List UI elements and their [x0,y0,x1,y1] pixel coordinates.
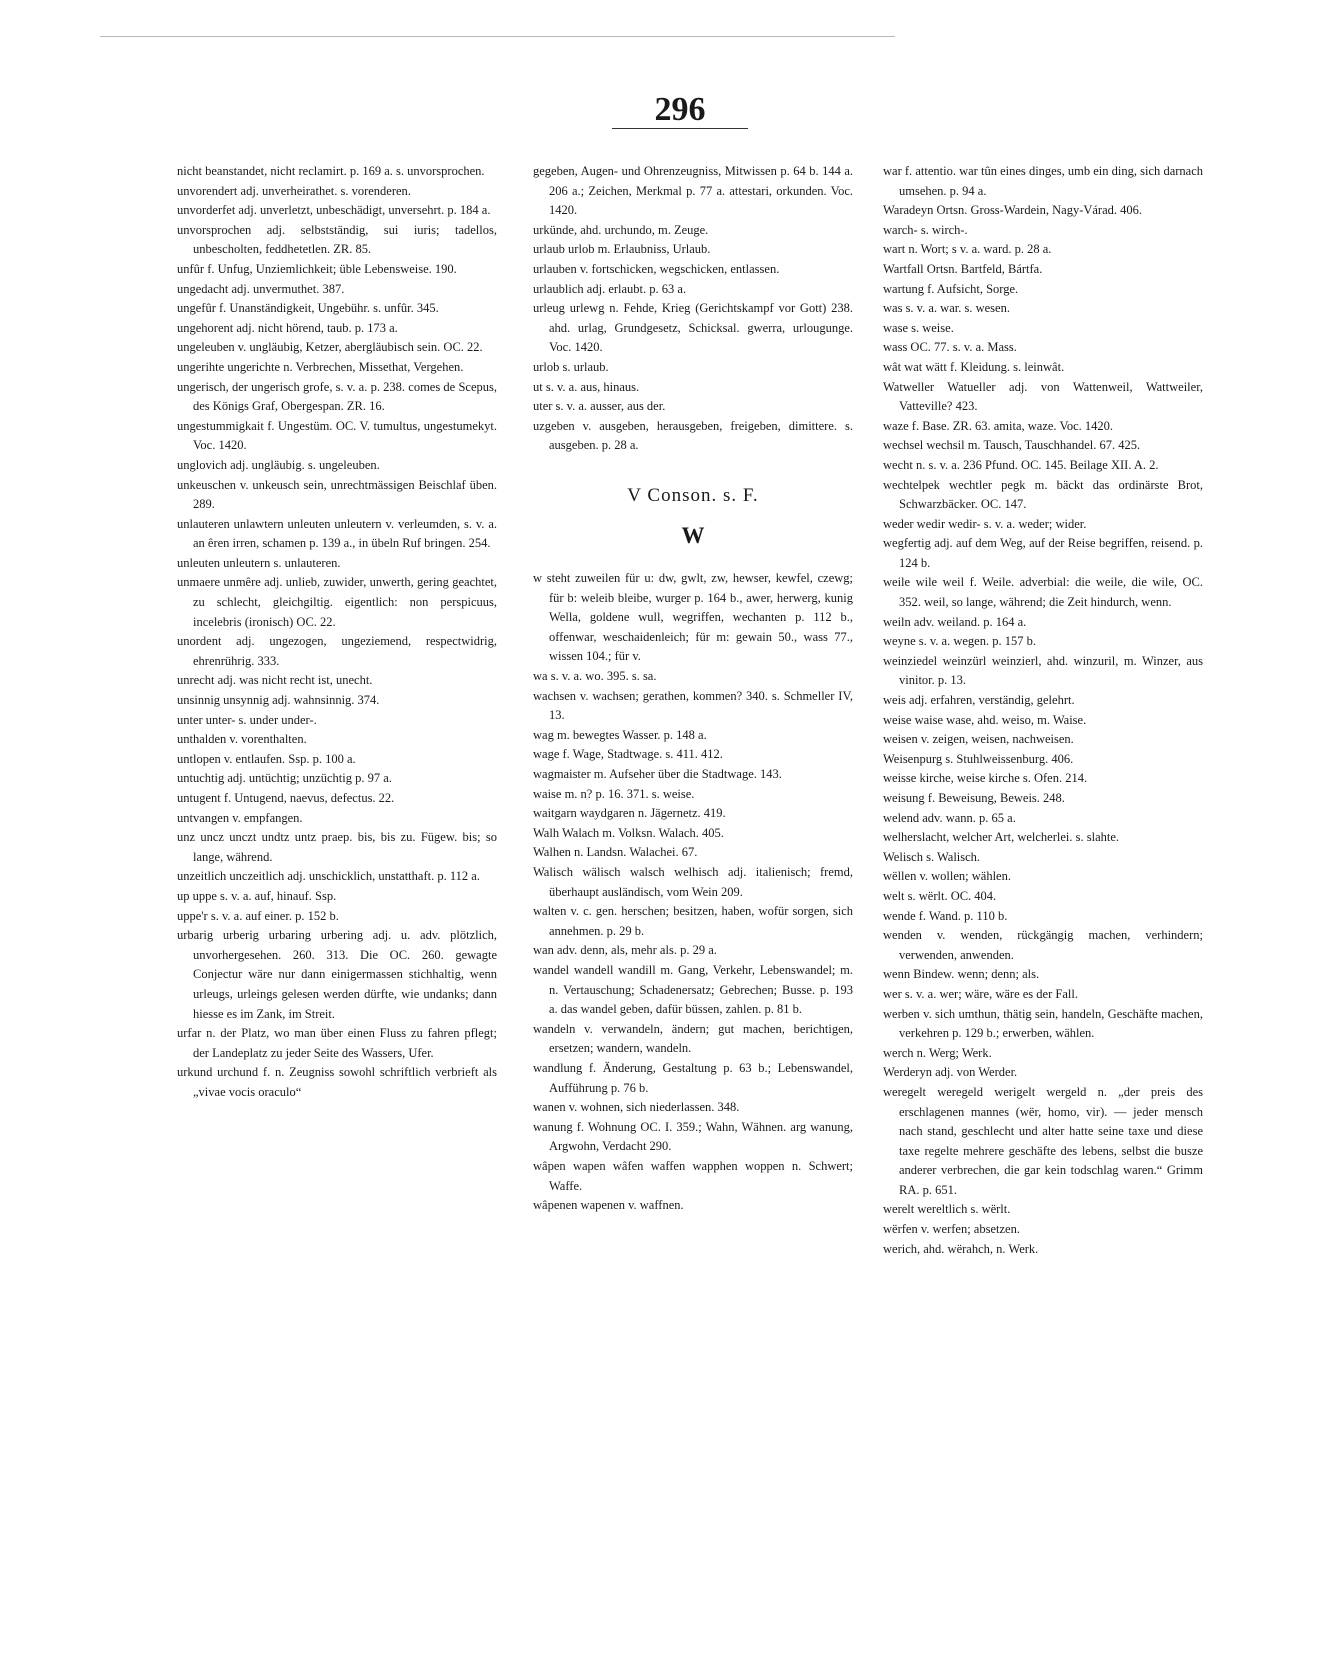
dictionary-entry: walten v. c. gen. herschen; besitzen, haben, wofür sorgen, sich annehmen. p. 29 b. [533,904,853,938]
dictionary-entry: Walh Walach m. Volksn. Walach. 405. [533,825,724,840]
dictionary-entry: wanen v. wohnen, sich niederlassen. 348. [533,1100,740,1115]
dictionary-entry: unordent adj. ungezogen, ungeziemend, respectwidrig, ehrenrührig. 333. [177,634,497,668]
dictionary-entry: urlaublich adj. erlaubt. p. 63 a. [533,281,687,296]
top-rule [100,36,895,37]
dictionary-entry: ungerisch, der ungerisch grofe, s. v. a. p. 238. comes de Scepus, des Königs Graf, Obergespan. ZR. 16. [177,379,497,414]
dictionary-entry: ungeleuben v. ungläubig, Ketzer, abergläubisch sein. OC. 22. [177,340,483,355]
dictionary-entry: wart n. Wort; s v. a. ward. p. 28 a. [883,242,1052,257]
dictionary-entry: wenden v. wenden, rückgängig machen, verhindern; verwenden, anwenden. [883,928,1203,962]
dictionary-entry: Weisenpurg s. Stuhlweissenburg. 406. [883,751,1074,766]
dictionary-entry: werben v. sich umthun, thätig sein, handeln, Geschäfte machen, verkehren p. 129 b.; erwerben, wählen. [883,1006,1203,1041]
dictionary-entry: was s. v. a. war. s. wesen. [883,301,1010,316]
dictionary-entry: w steht zuweilen für u: dw, gwlt, zw, hewser, kewfel, czewg; für b: weleib bleibe, wurger p. 164 b., awer, herwerg, kunig Wella, goldene wull, wegriffen, wechanten p. 112 b., offenwar, weschaidenleich; für m: gewain 50., wass 77., wissen 104.; für v. [533,571,853,664]
dictionary-entry: weregelt weregeld werigelt wergeld n. „der preis des erschlagenen mannes (wër, homo, vir). — jeder mensch nach stand, geschlecht und alter hatte seine taxe und diese taxe regelte mehrere geschäfte des lebens, selbst die busze anderer verbrechen, die gar kein todschlag waren.“ Grimm RA. p. 651. [883,1084,1203,1197]
dictionary-entry: weisen v. zeigen, weisen, nachweisen. [883,732,1074,747]
dictionary-entry: wandel wandell wandill m. Gang, Verkehr, Lebenswandel; m. n. Vertauschung; Schadenersatz; Gebrechen; Busse. p. 193 a. das wandel geben, dafür büssen, zahlen. p. 81 b. [533,962,853,1017]
dictionary-entry: wenn Bindew. wenn; denn; als. [883,967,1040,982]
dictionary-entry: unthalden v. vorenthalten. [177,732,307,747]
dictionary-entry: unkeuschen v. unkeusch sein, unrechtmässigen Beischlaf üben. 289. [177,477,497,512]
dictionary-entry: welt s. wërlt. OC. 404. [883,888,997,903]
column-middle [533,162,853,1216]
dictionary-entry: ungestummigkait f. Ungestüm. OC. V. tumultus, ungestumekyt. Voc. 1420. [177,418,497,453]
section-heading: V Conson. s. F. [627,484,759,506]
dictionary-entry: Welisch s. Walisch. [883,849,981,864]
dictionary-entry: unvorendert adj. unverheirathet. s. vorenderen. [177,183,411,198]
dictionary-entry: urkund urchund f. n. Zeugniss sowohl schriftlich verbrieft als „vivae vocis oraculo“ [177,1065,497,1099]
dictionary-entry: urbarig urberig urbaring urbering adj. u. adv. plötzlich, unvorhergesehen. 260. 313. Die OC. 260. gewagte Conjectur wäre nur dann einigermassen stichhaltig, wenn urleugs, urleings gelesen werden dürfte, wie undanks; dann hiesse es im Zank, im Streit. [177,928,497,1021]
dictionary-entry: uzgeben v. ausgeben, herausgeben, freigeben, dimittere. s. ausgeben. p. 28 a. [533,418,853,453]
dictionary-entry: wërfen v. werfen; absetzen. [883,1222,1020,1237]
dictionary-entry: unrecht adj. was nicht recht ist, unecht. [177,673,373,688]
dictionary-entry: Walhen n. Landsn. Walachei. 67. [533,845,698,860]
dictionary-entry: wandeln v. verwandeln, ändern; gut machen, berichtigen, ersetzen; wandern, wandeln. [533,1021,853,1056]
dictionary-entry: werelt wereltlich s. wërlt. [883,1202,1011,1217]
dictionary-entry: wag m. bewegtes Wasser. p. 148 a. [533,727,707,742]
dictionary-entry: Werderyn adj. von Werder. [883,1065,1018,1080]
dictionary-entry: unvorderfet adj. unverletzt, unbeschädigt, unversehrt. p. 184 a. [177,203,491,218]
dictionary-entry: Waradeyn Ortsn. Gross-Wardein, Nagy-Várad. 406. [883,203,1143,218]
page-number-rule [612,128,748,129]
dictionary-entry: urlob s. urlaub. [533,359,609,374]
dictionary-entry: up uppe s. v. a. auf, hinauf. Ssp. [177,888,337,903]
dictionary-entry: wer s. v. a. wer; wäre, wäre es der Fall. [883,986,1078,1001]
dictionary-entry: werich, ahd. wërahch, n. Werk. [883,1241,1039,1256]
dictionary-entry: untvangen v. empfangen. [177,810,303,825]
dictionary-entry: wan adv. denn, als, mehr als. p. 29 a. [533,943,717,958]
dictionary-entry: urfar n. der Platz, wo man über einen Fluss zu fahren pflegt; der Landeplatz zu jeder Seite des Wassers, Ufer. [177,1026,497,1060]
dictionary-entry: waze f. Base. ZR. 63. amita, waze. Voc. 1420. [883,418,1114,433]
dictionary-entry: untlopen v. entlaufen. Ssp. p. 100 a. [177,751,356,766]
dictionary-entry: uter s. v. a. ausser, aus der. [533,399,666,414]
column-left [177,162,497,1103]
dictionary-entry: weis adj. erfahren, verständig, gelehrt. [883,693,1075,708]
dictionary-entry: wachsen v. wachsen; gerathen, kommen? 340. s. Schmeller IV, 13. [533,688,853,723]
dictionary-entry: Wartfall Ortsn. Bartfeld, Bártfa. [883,261,1043,276]
dictionary-entry: unsinnig unsynnig adj. wahnsinnig. 374. [177,693,380,708]
dictionary-entry: urkünde, ahd. urchundo, m. Zeuge. [533,222,709,237]
dictionary-entry: nicht beanstandet, nicht reclamirt. p. 169 a. s. unvorsprochen. [177,164,485,178]
dictionary-entry: unz uncz unczt undtz untz praep. bis, bis zu. Fügew. bis; so lange, während. [177,830,497,864]
dictionary-entry: war f. attentio. war tûn eines dinges, umb ein ding, sich darnach umsehen. p. 94 a. [883,164,1203,198]
dictionary-entry: welherslacht, welcher Art, welcherlei. s. slahte. [883,830,1120,845]
dictionary-entry: unlauteren unlawtern unleuten unleutern v. verleumden, s. v. a. an êren irren, schamen p. 139 a., in übeln Ruf bringen. 254. [177,516,497,551]
dictionary-entry: unfûr f. Unfug, Unziemlichkeit; üble Lebensweise. 190. [177,261,457,276]
dictionary-entry: weise waise wase, ahd. weiso, m. Waise. [883,712,1087,727]
letter-heading: W [681,522,705,548]
dictionary-entry: weile wile weil f. Weile. adverbial: die weile, die wile, OC. 352. weil, so lange, während; die Zeit hindurch, wenn. [883,575,1203,610]
dictionary-entry: werch n. Werg; Werk. [883,1045,992,1060]
dictionary-entry: unleuten unleutern s. unlauteren. [177,555,341,570]
dictionary-entry: waitgarn waydgaren n. Jägernetz. 419. [533,806,726,821]
dictionary-entry: ungedacht adj. unvermuthet. 387. [177,281,345,296]
dictionary-entry: unzeitlich unczeitlich adj. unschicklich, unstatthaft. p. 112 a. [177,869,480,884]
dictionary-entry: urlaub urlob m. Erlaubniss, Urlaub. [533,242,711,257]
dictionary-entry: untuchtig adj. untüchtig; unzüchtig p. 97 a. [177,771,392,786]
dictionary-entry: welend adv. wann. p. 65 a. [883,810,1016,825]
dictionary-entry: untugent f. Untugend, naevus, defectus. 22. [177,791,395,805]
dictionary-entry: warch- s. wirch-. [883,222,968,237]
dictionary-entry: ungefûr f. Unanständigkeit, Ungebühr. s. unfûr. 345. [177,301,439,316]
dictionary-entry: wechsel wechsil m. Tausch, Tauschhandel. 67. 425. [883,438,1141,453]
dictionary-entry: wartung f. Aufsicht, Sorge. [883,281,1019,296]
dictionary-entry: wanung f. Wohnung OC. I. 359.; Wahn, Wähnen. arg wanung, Argwohn, Verdacht 290. [533,1119,853,1154]
dictionary-entry: unglovich adj. ungläubig. s. ungeleuben. [177,457,380,472]
dictionary-entry: wechtelpek wechtler pegk m. bäckt das ordinärste Brot, Schwarzbäcker. OC. 147. [883,477,1203,512]
dictionary-entry: wase s. weise. [883,320,954,335]
dictionary-entry: weisse kirche, weise kirche s. Ofen. 214. [883,771,1088,786]
dictionary-entry: ungerihte ungerichte n. Verbrechen, Missethat, Vergehen. [177,359,464,374]
dictionary-entry: weyne s. v. a. wegen. p. 157 b. [883,634,1036,649]
dictionary-entry: wâpen wapen wâfen waffen wapphen woppen n. Schwert; Waffe. [533,1158,853,1193]
dictionary-entry: urlauben v. fortschicken, wegschicken, entlassen. [533,261,780,276]
dictionary-entry: weisung f. Beweisung, Beweis. 248. [883,791,1065,805]
dictionary-entry: weiln adv. weiland. p. 164 a. [883,614,1027,629]
dictionary-entry: unmaere unmêre adj. unlieb, zuwider, unwerth, gering geachtet, zu schlecht, gleichgiltig. eigentlich: non perspicuus, incelebris (ironisch) OC. 22. [177,575,497,629]
dictionary-entry: waise m. n? p. 16. 371. s. weise. [533,786,695,801]
dictionary-entry: ut s. v. a. aus, hinaus. [533,379,640,394]
dictionary-entry: wât wat wätt f. Kleidung. s. leinwât. [883,359,1065,374]
dictionary-entry: wass OC. 77. s. v. a. Mass. [883,340,1017,355]
dictionary-entry: wa s. v. a. wo. 395. s. sa. [533,669,657,684]
dictionary-entry: wecht n. s. v. a. 236 Pfund. OC. 145. Beilage XII. A. 2. [883,457,1159,472]
dictionary-entry: unter unter- s. under under-. [177,712,317,727]
dictionary-entry: uppe'r s. v. a. auf einer. p. 152 b. [177,908,339,923]
dictionary-entry: wende f. Wand. p. 110 b. [883,908,1008,923]
dictionary-entry: ungehorent adj. nicht hörend, taub. p. 173 a. [177,320,398,335]
dictionary-entry: wâpenen wapenen v. waffnen. [533,1198,684,1213]
column-middle-entries-top [533,162,853,456]
dictionary-entry: wandlung f. Änderung, Gestaltung p. 63 b.; Lebenswandel, Aufführung p. 76 b. [533,1060,853,1095]
dictionary-entry: wegfertig adj. auf dem Weg, auf der Reise begriffen, reisend. p. 124 b. [883,536,1203,570]
dictionary-entry: unvorsprochen adj. selbstständig, sui iuris; tadellos, unbescholten, feddhetetlen. ZR. 85. [177,222,497,257]
column-middle-entries-bottom [533,569,853,1216]
column-right [883,162,1203,1259]
dictionary-entry: weder wedir wedir- s. v. a. weder; wider. [883,516,1087,531]
dictionary-entry: wagmaister m. Aufseher über die Stadtwage. 143. [533,767,782,782]
dictionary-entry: wëllen v. wollen; wählen. [883,869,1011,884]
page-number: 296 [654,91,706,128]
dictionary-entry: Watweller Watueller adj. von Wattenweil, Wattweiler, Vatteville? 423. [883,379,1203,414]
dictionary-entry: gegeben, Augen- und Ohrenzeugniss, Mitwissen p. 64 b. 144 a. 206 a.; Zeichen, Merkmal p. 77 a. attestari, orkunden. Voc. 1420. [533,164,853,218]
dictionary-entry: weinziedel weinzürl weinzierl, ahd. winzuril, m. Winzer, aus vinitor. p. 13. [883,653,1203,688]
dictionary-entry: urleug urlewg n. Fehde, Krieg (Gerichtskampf vor Gott) 238. ahd. urlag, Grundgesetz, Schicksal. gwerra, urlougunge. Voc. 1420. [533,301,853,355]
dictionary-entry: wage f. Wage, Stadtwage. s. 411. 412. [533,747,723,762]
dictionary-entry: Walisch wälisch walsch welhisch adj. italienisch; fremd, überhaupt ausländisch, vom Wein 209. [533,865,853,899]
